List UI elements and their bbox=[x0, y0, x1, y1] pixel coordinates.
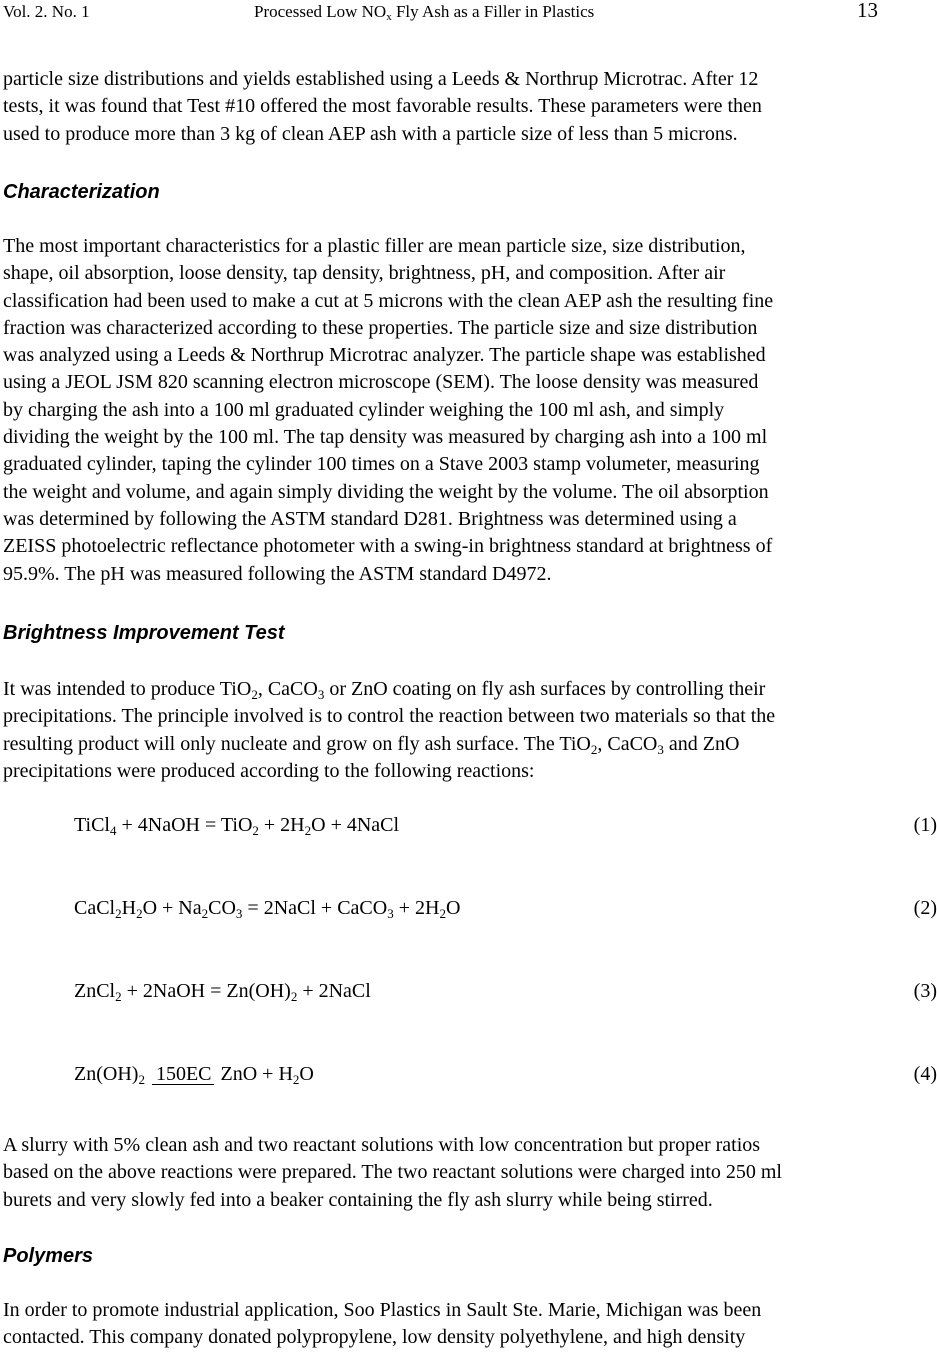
text-line: resulting product will only nucleate and grow on fly ash surface. The TiO$_2$, CaCO$_3$ and ZnO bbox=[3, 732, 740, 757]
text-line: fraction was characterized according to these properties. The particle size and size distribution bbox=[3, 316, 758, 339]
equation-expression: ZnCl$_2$ + 2NaOH = $Zn(OH)_2$ + 2NaCl bbox=[74, 980, 371, 1004]
equation-1 bbox=[74, 814, 937, 842]
text-line: particle size distributions and yields established using a Leeds & Northrup Microtrac. After 12 bbox=[3, 68, 759, 90]
text-line: graduated cylinder, taping the cylinder 100 times on a Stave 2003 stamp volumeter, measuring bbox=[3, 453, 760, 476]
equation-number: (1) bbox=[913, 814, 937, 836]
text-line: contacted. This company donated polypropylene, low density polyethylene, and high density bbox=[3, 1326, 746, 1349]
page-number: 13 bbox=[857, 0, 878, 22]
running-title: Processed Low $NO_x$ Fly Ash as a Filler in Plastics bbox=[254, 2, 595, 23]
equation-expression: $Zn(OH)_2$ 150EC ZnO + $H_2O$ bbox=[74, 1063, 314, 1087]
slurry-paragraph bbox=[3, 1132, 928, 1214]
equation-number: (2) bbox=[913, 897, 937, 919]
text-line: precipitations. The principle involved is to control the reaction between two materials so that the bbox=[3, 705, 776, 728]
text-line: using a JEOL JSM 820 scanning electron microscope (SEM). The loose density was measured bbox=[3, 371, 759, 394]
text-line: based on the above reactions were prepared. The two reactant solutions were charged into 250 ml bbox=[3, 1161, 782, 1184]
text-line: In order to promote industrial application, Soo Plastics in Sault Ste. Marie, Michigan was been bbox=[3, 1299, 762, 1321]
text-line: dividing the weight by the 100 ml. The tap density was measured by charging ash into a 100 ml bbox=[3, 426, 768, 449]
text-line: by charging the ash into a 100 ml graduated cylinder weighing the 100 ml ash, and simply bbox=[3, 398, 725, 421]
text-line: ZEISS photoelectric reflectance photometer with a swing-in brightness standard at brightness of bbox=[3, 535, 773, 558]
journal-volume: Vol. 2. No. 1 bbox=[3, 2, 90, 21]
text-line: 95.9%. The pH was measured following the ASTM standard D4972. bbox=[3, 562, 552, 585]
text-line: the weight and volume, and again simply dividing the weight by the volume. The oil absorption bbox=[3, 480, 769, 503]
equation-4 bbox=[74, 1063, 937, 1091]
text-line: It was intended to produce TiO$_2$, CaCO$_3$ or ZnO coating on fly ash surfaces by controlling their bbox=[3, 678, 766, 702]
characterization-paragraph bbox=[3, 233, 928, 588]
equation-expression: $CaCl_2H_2O + Na_2CO_3$ = 2NaCl + CaCO$_3$ + $2H_2O$ bbox=[74, 897, 461, 921]
brightness-paragraph bbox=[3, 676, 928, 785]
section-heading-characterization: Characterization bbox=[3, 181, 160, 203]
text-line: precipitations were produced according to the following reactions: bbox=[3, 759, 535, 782]
equation-3 bbox=[74, 980, 937, 1008]
section-heading-brightness: Brightness Improvement Test bbox=[3, 622, 285, 644]
section-heading-polymers: Polymers bbox=[3, 1245, 94, 1267]
reaction-condition: 150EC bbox=[152, 1064, 214, 1085]
text-line: used to produce more than 3 kg of clean AEP ash with a particle size of less than 5 microns. bbox=[3, 122, 738, 145]
equation-2 bbox=[74, 897, 937, 925]
text-line: was analyzed using a Leeds & Northrup Microtrac analyzer. The particle shape was established bbox=[3, 344, 766, 367]
text-line: burets and very slowly fed into a beaker containing the fly ash slurry while being stirred. bbox=[3, 1188, 713, 1211]
equation-expression: TiCl$_4$ + 4NaOH = $TiO_2 + 2H_2O$ + 4NaCl bbox=[74, 814, 400, 838]
text-line: The most important characteristics for a plastic filler are mean particle size, size distribution, bbox=[3, 235, 746, 257]
equation-number: (3) bbox=[913, 980, 937, 1002]
text-line: tests, it was found that Test #10 offered the most favorable results. These parameters were then bbox=[3, 95, 762, 118]
equation-number: (4) bbox=[913, 1063, 937, 1085]
intro-paragraph bbox=[3, 66, 928, 148]
text-line: A slurry with 5% clean ash and two reactant solutions with low concentration but proper ratios bbox=[3, 1134, 761, 1156]
running-header bbox=[0, 0, 937, 26]
text-line: shape, oil absorption, loose density, tap density, brightness, pH, and composition. After air bbox=[3, 262, 726, 285]
text-line: classification had been used to make a cut at 5 microns with the clean AEP ash the resulting fine bbox=[3, 289, 774, 312]
text-line: was determined by following the ASTM standard D281. Brightness was determined using a bbox=[3, 507, 737, 530]
polymers-paragraph bbox=[3, 1297, 928, 1352]
